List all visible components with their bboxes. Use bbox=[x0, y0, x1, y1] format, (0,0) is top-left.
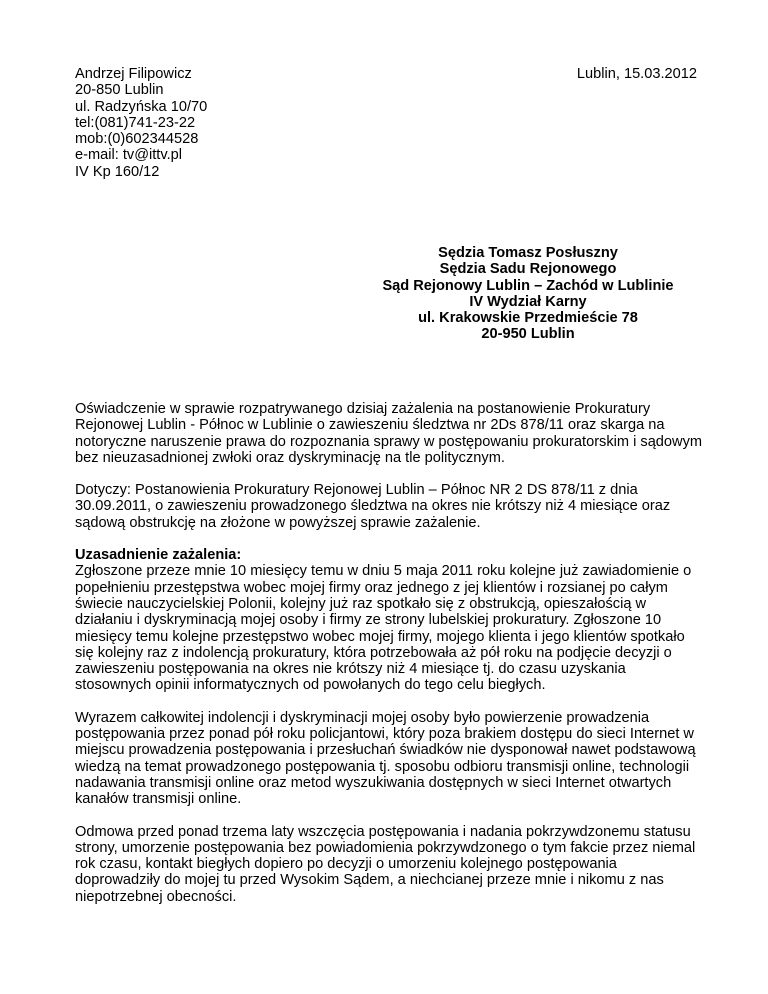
refusal-paragraph: Odmowa przed ponad trzema laty wszczęcia postępowania i nadania pokrzywdzonemu statusu strony, umorzenie postępowania bez powiadomienia pokrzywdzonego o tym fakcie przez niemal rok czasu, kontakt biegłych dopiero po decyzji o umorzeniu kolejnego postępowania doprowadziły do mojej tu przed Wysokim Sądem, a niechcianej przeze mnie i nikomu z nas niepotrzebnej obecności. bbox=[75, 823, 696, 905]
indolence-paragraph: Wyrazem całkowitej indolencji i dyskryminacji mojej osoby było powierzenie prowadzenia postępowania przez ponad pół roku policjantowi, który poza brakiem dostępu do sieci Internet w miejscu prowadzenia postępowania i przesłuchań świadków nie dysponował nawet podstawową wiedzą na temat prowadzonego postępowania tj. sposobu odbioru transmisji online, technologii nadawania transmisji online oraz metod wyszukiwania dostępnych w sieci Internet otwartych kanałów transmisji online. bbox=[75, 709, 696, 808]
sender-postal-code: 20-850 Lublin bbox=[75, 82, 164, 99]
justification-paragraph: Zgłoszone przeze mnie 10 miesięcy temu w dniu 5 maja 2011 roku kolejne już zawiadomienie o popełnieniu przestępstwa wobec mojej firmy oraz jednego z jej klientów i rozsianej po całym świecie nauczycielskiej Polonii, kolejny już raz spotkało się z obstrukcją, opieszałością w działaniu i dyskryminacją mojej osoby i firmy ze strony lubelskiej prokuratury. Zgłoszone 10 miesięcy temu kolejne przestępstwo wobec mojej firmy, mojego klienta i jego klientów spotkało się kolejny raz z indolencją prokuratury, która potrzebowała aż pół roku na podjęcie decyzji o zawieszeniu postępowania na okres nie krótszy niż 4 miesiące tj. do czasu uzyskania stosownych opinii informatycznych od powołanych do tego celu biegłych. bbox=[75, 563, 692, 694]
statement-paragraph: Oświadczenie w sprawie rozpatrywanego dzisiaj zażalenia na postanowienie Prokuratury Rejonowej Lublin - Północ w Lublinie o zawieszeniu śledztwa nr 2Ds 878/11 oraz skarga na notoryczne naruszenie prawa do rozpoznania sprawy w postępowaniu prokuratorskim i sądowym bez nieuzasadnionej zwłoki oraz dyskryminację na tle politycznym. bbox=[75, 401, 703, 466]
recipient-court: Sąd Rejonowy Lublin – Zachód w Lublinie bbox=[382, 277, 674, 294]
recipient-department: IV Wydział Karny bbox=[469, 293, 587, 310]
sender-phone: tel:(081)741-23-22 bbox=[75, 114, 196, 131]
letter-body bbox=[75, 401, 705, 921]
justification-section bbox=[75, 547, 705, 694]
letter-date: Lublin, 15.03.2012 bbox=[576, 66, 697, 82]
sender-email: e-mail: tv@ittv.pl bbox=[75, 147, 182, 164]
recipient-name: Sędzia Tomasz Posłuszny bbox=[438, 245, 618, 261]
sender-name: Andrzej Filipowicz bbox=[75, 66, 192, 82]
case-reference: IV Kp 160/12 bbox=[75, 163, 160, 180]
recipient-address-block bbox=[350, 245, 706, 343]
recipient-street: ul. Krakowskie Przedmieście 78 bbox=[418, 310, 638, 327]
regarding-paragraph: Dotyczy: Postanowienia Prokuratury Rejonowej Lublin – Północ NR 2 DS 878/11 z dnia 30.09.2011, o zawieszeniu prowadzonego śledztwa na okres nie krótszy niż 4 miesiące oraz sądową obstrukcję na złożone w powyższej sprawie zażalenie. bbox=[75, 482, 671, 531]
recipient-title: Sędzia Sadu Rejonowego bbox=[439, 261, 617, 278]
sender-street: ul. Radzyńska 10/70 bbox=[75, 98, 208, 115]
justification-heading: Uzasadnienie zażalenia: bbox=[75, 547, 242, 564]
sender-address-block bbox=[75, 66, 207, 180]
sender-mobile: mob:(0)602344528 bbox=[75, 131, 199, 148]
recipient-postal-code: 20-950 Lublin bbox=[481, 326, 575, 343]
